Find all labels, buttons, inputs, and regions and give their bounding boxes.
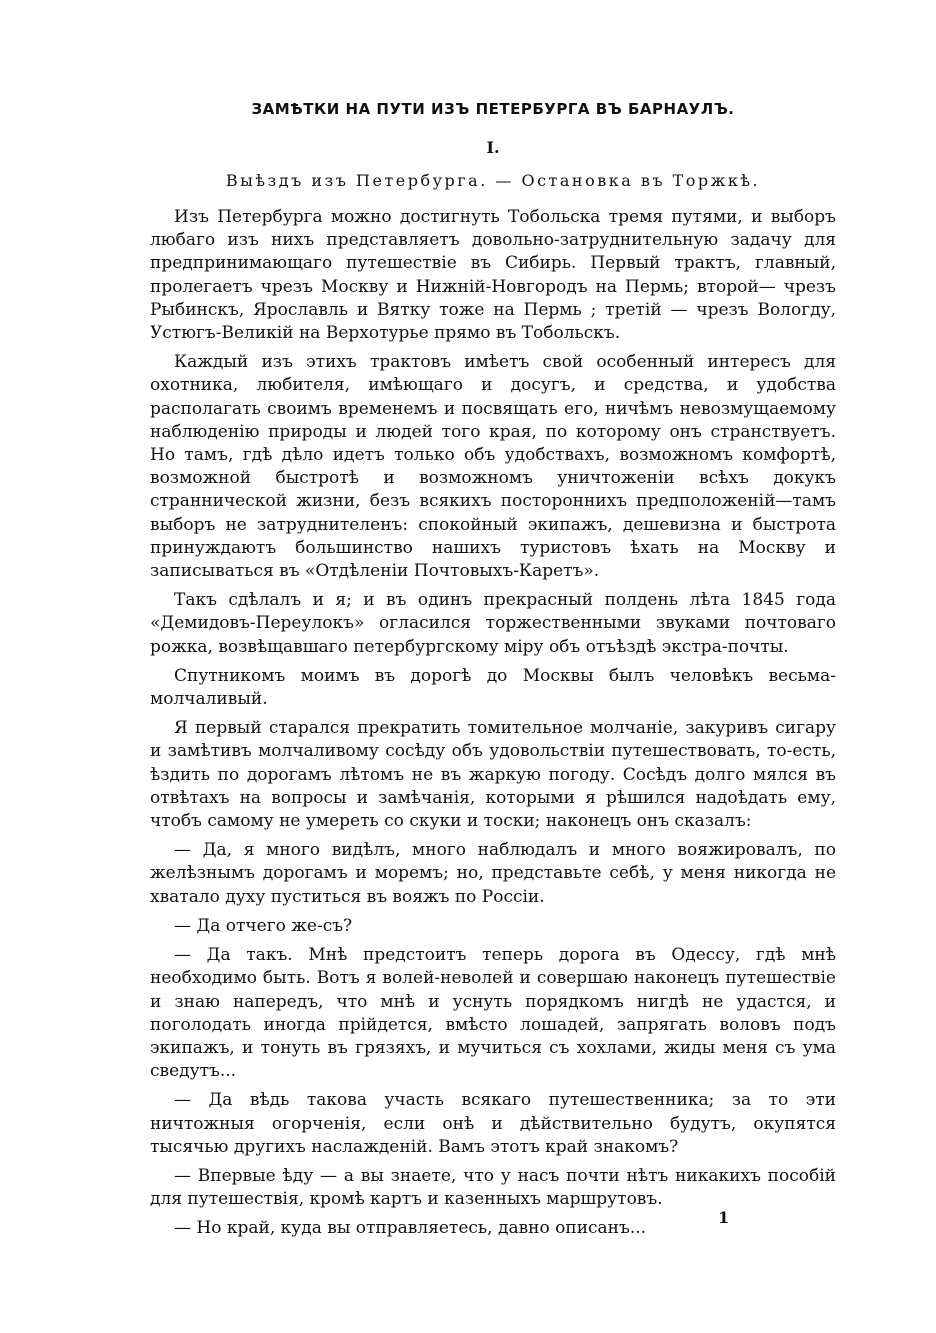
paragraph: — Да такъ. Мнѣ предстоитъ теперь дорога въ Одессу, гдѣ мнѣ необходимо быть. Вотъ я волей-неволей и совершаю наконецъ путешествіе и знаю напередъ, что мнѣ и уснуть порядкомъ нигдѣ не удастся, и поголодать иногда прійдется, вмѣсто лошадей, запрягать воловъ подъ экипажъ, и тонуть въ грязяхъ, и мучиться съ хохлами, жиды меня съ ума сведутъ... <box>150 945 836 1082</box>
paragraph: — Впервые ѣду — а вы знаете, что у насъ почти нѣтъ никакихъ пособій для путешествія, кромѣ картъ и казенныхъ маршрутовъ. <box>150 1165 836 1210</box>
paragraph: — Но край, куда вы отправляетесь, давно описанъ... <box>174 1218 647 1239</box>
section-number: I. <box>486 138 500 157</box>
page-number: 1 <box>718 1208 730 1227</box>
paragraph: Я первый старался прекратить томительное молчаніе, закуривъ сигару и замѣтивъ молчаливому сосѣду объ удовольствіи путешествовать, то-есть, ѣздить по дорогамъ лѣтомъ не въ жаркую погоду. Сосѣдъ долго мялся въ отвѣтахъ на вопросы и замѣчанія, которыми я рѣшился надоѣдать ему, чтобъ самому не умереть со скуки и тоски; наконецъ онъ сказалъ: <box>150 718 836 832</box>
paragraph: Каждый изъ этихъ трактовъ имѣетъ свой особенный интересъ для охотника, любителя, имѣющаго и досугъ, и средства, и удобства располагать своимъ временемъ и посвящать его, ничѣмъ невозмущаемому наблюденію природы и людей того края, по которому онъ странствуетъ. Но тамъ, гдѣ дѣло идетъ только объ удобствахъ, возможномъ комфортѣ, возможной быстротѣ и возможномъ уничтоженіи всѣхъ докукъ страннической жизни, безъ всякихъ постороннихъ предположеній—тамъ выборъ не затруднителенъ: спокойный экипажъ, дешевизна и быстрота принуждаютъ большинство нашихъ туристовъ ѣхать на Москву и записываться въ «Отдѣленіи Почтовыхъ-Каретъ». <box>150 352 836 582</box>
paragraph: Такъ сдѣлалъ и я; и въ одинъ прекрасный полдень лѣта 1845 года «Демидовъ-Переулокъ» огласился торжественными звуками почтоваго рожка, возвѣщавшаго петербургскому міру объ отъѣздѣ экстра-почты. <box>150 590 836 657</box>
paragraph: — Да отчего же-съ? <box>174 915 353 936</box>
article-title: ЗАМѢТКИ НА ПУТИ ИЗЪ ПЕТЕРБУРГА ВЪ БАРНАУЛЪ. <box>251 100 735 118</box>
body-text <box>150 206 836 1241</box>
paragraph: Изъ Петербурга можно достигнуть Тобольска тремя путями, и выборъ любаго изъ нихъ представляетъ довольно-затруднительную задачу для предпринимающаго путешествіе въ Сибирь. Первый трактъ, главный, пролегаетъ чрезъ Москву и Нижній-Новгородъ на Пермь; второй— чрезъ Рыбинскъ, Ярославль и Вятку тоже на Пермь ; третій — чрезъ Вологду, Устюгъ-Великій на Верхотурье прямо въ Тобольскъ. <box>150 207 836 344</box>
paragraph: — Да вѣдь такова участь всякаго путешественника; за то эти ничтожныя огорченія, если онѣ и дѣйствительно будутъ, окупятся тысячью другихъ наслажденій. Вамъ этотъ край знакомъ? <box>150 1090 836 1157</box>
paragraph: Спутникомъ моимъ въ дорогѣ до Москвы былъ человѣкъ весьма-молчаливый. <box>150 665 836 710</box>
paragraph: — Да, я много видѣлъ, много наблюдалъ и много вояжировалъ, по желѣзнымъ дорогамъ и моремъ; но, представьте себѣ, у меня никогда не хватало духу пуститься въ вояжъ по Россіи. <box>150 840 836 907</box>
section-subtitle: Выѣздъ изъ Петербурга. — Остановка въ Торжкѣ. <box>225 171 761 190</box>
